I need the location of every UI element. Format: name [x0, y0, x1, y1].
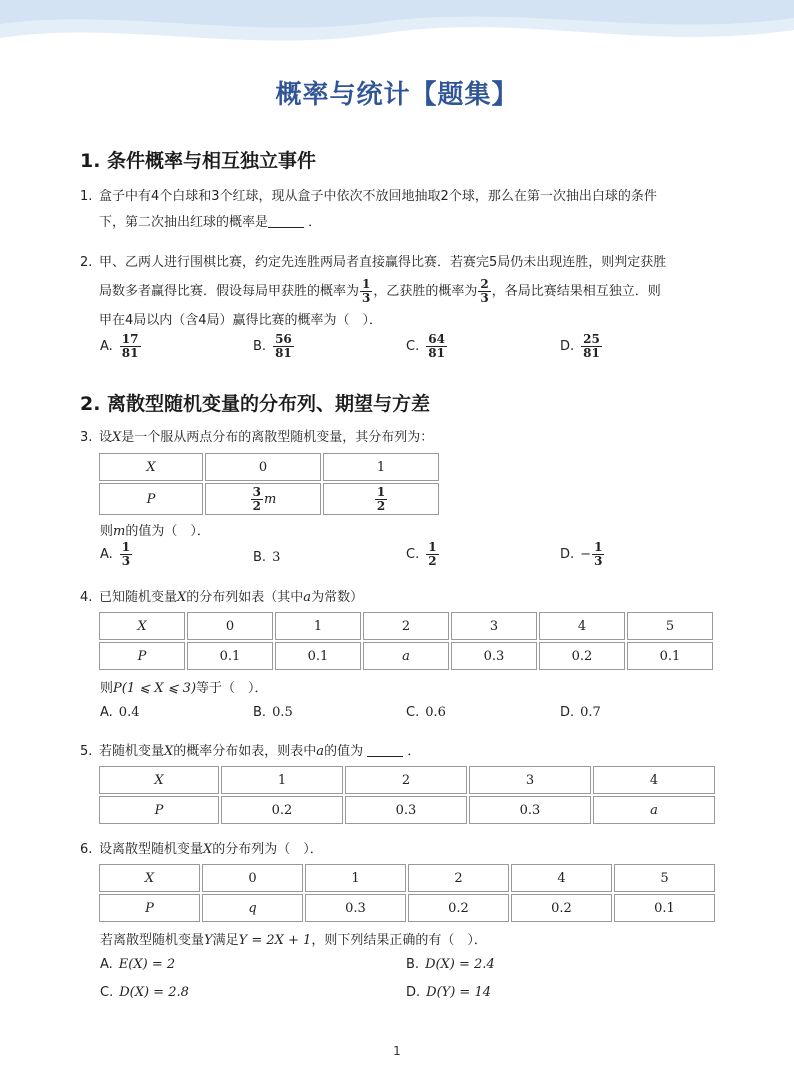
question-text: 甲、乙两人进行围棋比赛，约定先连胜两局者直接赢得比赛．若赛完5局仍未出现连胜，则判定获胜	[99, 255, 667, 270]
question-text: ，各局比赛结果相互独立．则	[491, 284, 661, 299]
table-cell: 3	[451, 612, 537, 640]
table-cell: X	[99, 766, 219, 794]
question-text: 的概率分布如表，则表中	[173, 744, 317, 759]
table-cell: 0	[205, 453, 321, 481]
option-d[interactable]: D. $\frac{25}{81}$	[560, 332, 600, 360]
option-d[interactable]: D. 0.7	[560, 705, 601, 720]
table-cell: 0.2	[408, 894, 509, 922]
page-number: 1	[393, 1044, 401, 1058]
answer-blank[interactable]	[268, 213, 304, 228]
table-cell: 5	[627, 612, 713, 640]
table-cell: X	[99, 612, 185, 640]
table-cell: 5	[614, 864, 715, 892]
option-d[interactable]: D. D(Y) = 14	[406, 985, 492, 1000]
question-text: 若随机变量	[99, 744, 165, 759]
table-cell: 0.3	[345, 796, 467, 824]
option-c[interactable]: C. D(X) = 2.8	[100, 985, 189, 1000]
question-1	[80, 184, 720, 236]
option-a[interactable]: A. 0.4	[100, 705, 140, 720]
table-cell: 4	[511, 864, 612, 892]
option-b[interactable]: B. 3	[253, 550, 281, 565]
question-text: 盒子中有4个白球和3个红球，现从盒子中依次不放回地抽取2个球，那么在第一次抽出白球的条件	[99, 189, 657, 204]
question-text: 则m的值为（ ）．	[100, 524, 210, 539]
table-cell: X	[99, 453, 203, 481]
question-text: 为常数）	[311, 590, 364, 605]
table-cell: $\frac{3}{2}$ m	[205, 483, 321, 515]
table-cell: 0.1	[627, 642, 713, 670]
question-number: 1.	[80, 189, 93, 204]
option-b[interactable]: B. 0.5	[253, 705, 293, 720]
distribution-table-q5	[97, 764, 717, 826]
question-6	[80, 837, 720, 863]
section-heading-1: 1. 条件概率与相互独立事件	[80, 150, 317, 172]
table-cell: P	[99, 483, 203, 515]
option-c[interactable]: C. $\frac{64}{81}$	[406, 332, 445, 360]
option-c[interactable]: C. 0.6	[406, 705, 446, 720]
table-cell: P	[99, 796, 219, 824]
math-var: a	[303, 590, 312, 605]
math-var: X	[177, 590, 187, 605]
question-text: 的值为	[324, 744, 364, 759]
header-wave-decoration	[0, 0, 794, 60]
question-text: 甲在4局以内（含4局）赢得比赛的概率为（ ）．	[99, 313, 383, 328]
option-b[interactable]: B. D(X) = 2.4	[406, 957, 495, 972]
math-var: X	[164, 744, 174, 759]
table-cell: 4	[593, 766, 715, 794]
table-cell: 0.2	[539, 642, 625, 670]
table-cell: 1	[275, 612, 361, 640]
question-text: 已知随机变量	[99, 590, 178, 605]
punctuation: ．	[407, 744, 421, 759]
table-cell: 1	[221, 766, 343, 794]
table-cell: 1	[323, 453, 439, 481]
question-text: 下，第二次抽出红球的概率是	[99, 215, 269, 230]
question-number: 5.	[80, 744, 93, 759]
table-cell: P	[99, 642, 185, 670]
question-number: 2.	[80, 255, 93, 270]
table-cell: 0	[187, 612, 273, 640]
question-text: 的分布列为（ ）．	[212, 842, 323, 857]
distribution-table-q6	[97, 862, 717, 924]
question-text: 设离散型随机变量	[99, 842, 204, 857]
table-cell: 0.1	[187, 642, 273, 670]
table-cell: $\frac{1}{2}$	[323, 483, 439, 515]
punctuation: ．	[308, 215, 322, 230]
question-text: 若离散型随机变量Y满足Y = 2X + 1，则下列结果正确的有（ ）．	[100, 933, 487, 948]
math-var: X	[203, 842, 213, 857]
question-text: 是一个服从两点分布的离散型随机变量，其分布列为：	[121, 430, 434, 445]
question-text: 则P(1 ⩽ X ⩽ 3)等于（ ）．	[100, 681, 268, 696]
table-cell: 0.1	[614, 894, 715, 922]
table-cell: 0.1	[275, 642, 361, 670]
table-cell: 0.2	[221, 796, 343, 824]
table-cell: 0.3	[451, 642, 537, 670]
distribution-table-q4	[97, 610, 715, 672]
question-text: 局数多者赢得比赛．假设每局甲获胜的概率为	[99, 284, 360, 299]
math-var: a	[316, 744, 325, 759]
math-var: X	[112, 430, 122, 445]
table-cell: 1	[305, 864, 406, 892]
fraction: $\frac{2}{3}$	[480, 277, 489, 305]
question-2	[80, 250, 720, 334]
table-cell: 3	[469, 766, 591, 794]
option-d[interactable]: D. − $\frac{1}{3}$	[560, 540, 603, 568]
option-c[interactable]: C. $\frac{1}{2}$	[406, 540, 437, 568]
table-cell: P	[99, 894, 200, 922]
question-text: 的分布列如表（其中	[186, 590, 304, 605]
question-number: 6.	[80, 842, 93, 857]
page-title: 概率与统计【题集】	[275, 80, 519, 110]
fraction: $\frac{1}{3}$	[362, 277, 371, 305]
table-cell: a	[363, 642, 449, 670]
table-cell: 2	[408, 864, 509, 892]
option-b[interactable]: B. $\frac{56}{81}$	[253, 332, 292, 360]
answer-blank[interactable]	[367, 742, 403, 757]
table-cell: 0.3	[305, 894, 406, 922]
table-cell: a	[593, 796, 715, 824]
table-cell: q	[202, 894, 303, 922]
table-cell: 0.2	[511, 894, 612, 922]
question-4	[80, 585, 720, 611]
option-a[interactable]: A. E(X) = 2	[100, 957, 176, 972]
table-cell: 4	[539, 612, 625, 640]
table-cell: 2	[363, 612, 449, 640]
table-cell: 2	[345, 766, 467, 794]
section-heading-2: 2. 离散型随机变量的分布列、期望与方差	[80, 393, 431, 415]
option-a[interactable]: A. $\frac{1}{3}$	[100, 540, 131, 568]
question-number: 3.	[80, 430, 93, 445]
table-cell: X	[99, 864, 200, 892]
question-text: 设	[99, 430, 113, 445]
table-cell: 0.3	[469, 796, 591, 824]
question-3	[80, 425, 720, 451]
question-text: ，乙获胜的概率为	[373, 284, 478, 299]
option-a[interactable]: A. $\frac{17}{81}$	[100, 332, 139, 360]
distribution-table-q3	[97, 451, 441, 517]
question-number: 4.	[80, 590, 93, 605]
table-cell: 0	[202, 864, 303, 892]
question-5	[80, 739, 720, 765]
